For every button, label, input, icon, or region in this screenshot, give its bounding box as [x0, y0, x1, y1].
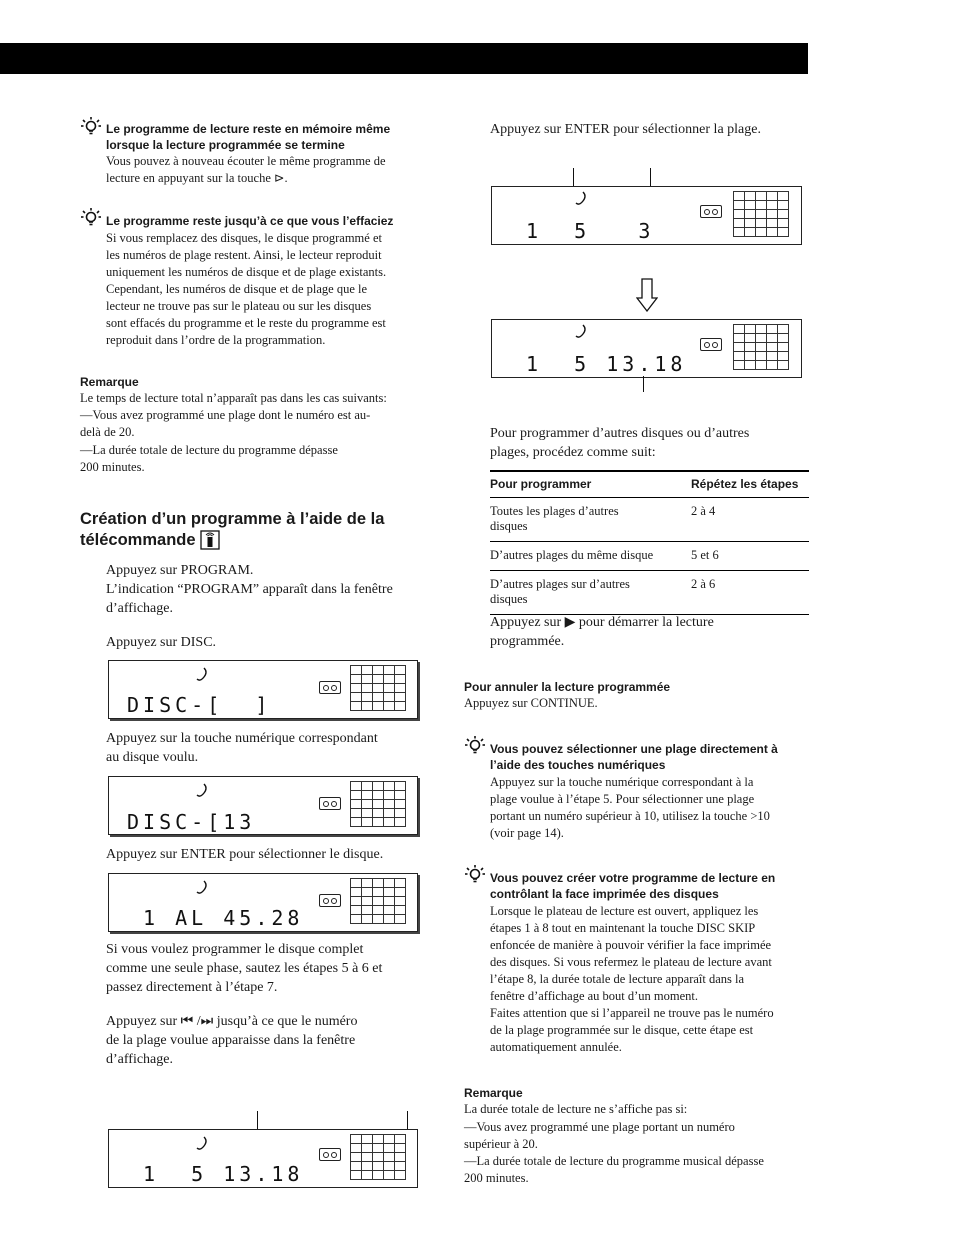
lcd-readout: DISC-[ ]: [127, 693, 272, 717]
tape-icon: [700, 338, 722, 351]
tape-icon: [319, 681, 341, 694]
lcd-readout: 1 5 13.18: [127, 1162, 304, 1186]
step-7: Appuyez sur ▶ pour démarrer la lecture programmée.: [490, 615, 714, 649]
tip-title: Le programme reste jusqu’à ce que vous l’effaciez: [106, 214, 394, 228]
tip-body: Si vous remplacez des disques, le disque programmé et les numéros de plage restent. Ainsi, le lecteur reproduit uniquement les numéros de disque et de plage existants. Cependant, les numéros de disque et de plage que le lecteur ne trouve pas sur le plateau ou sur les disques sont effacés du programme et le reste du programme est reproduit dans l’ordre de la programmation.: [106, 231, 387, 347]
repeat-steps-table: [490, 470, 809, 615]
remark-title: Remarque: [464, 1086, 523, 1100]
cancel-body: Appuyez sur CONTINUE.: [464, 696, 598, 710]
table-header-row: [490, 471, 809, 498]
tip-body: Lorsque le plateau de lecture est ouvert, appliquez les étapes 1 à 8 tout en maintenant la touche DISC SKIP enfoncée de manière à pouvoir vérifier la face imprimée des disques. Si vous refermez le plateau de lecture avant l’étape 8, la durée totale de lecture apparaît dans la fenêtre d’affichage au bout d’un moment. Faites attention que si l’appareil ne trouve pas le numéro de la plage programmée sur le disque, cette étape est automatiquement annulée.: [490, 904, 774, 1054]
table-cell: D’autres plages sur d’autres disques: [490, 571, 691, 615]
table-row: [490, 542, 809, 571]
remark-item: —Vous avez programmé une plage dont le numéro est au- delà de 20.: [80, 408, 371, 439]
down-arrow-icon: [636, 278, 658, 312]
disc-icon: [195, 880, 209, 896]
step-3: Appuyez sur la touche numérique correspondant au disque voulu.: [106, 731, 378, 765]
tape-icon: [319, 1148, 341, 1161]
remark-item: —La durée totale de lecture du programme musical dépasse 200 minutes.: [464, 1154, 764, 1185]
calendar-grid: [350, 878, 406, 924]
tape-icon: [700, 205, 722, 218]
tape-icon: [319, 797, 341, 810]
disc-icon: [195, 667, 209, 683]
table-row: [490, 571, 809, 615]
section-heading: Création d’un programme à l’aide de la télécommande: [80, 510, 385, 549]
disc-icon: [195, 1136, 209, 1152]
step-6: Appuyez sur ENTER pour sélectionner la plage.: [490, 122, 761, 137]
tip-body: Vous pouvez à nouveau écouter le même programme de lecture en appuyant sur la touche ⊳.: [106, 154, 386, 185]
remark-intro: La durée totale de lecture ne s’affiche pas si:: [464, 1102, 688, 1116]
disc-icon: [195, 783, 209, 799]
remark-title: Remarque: [80, 375, 139, 389]
lcd-readout: 1 5 3: [510, 219, 655, 243]
step-4: Appuyez sur ENTER pour sélectionner le disque.: [106, 847, 384, 862]
tape-icon: [319, 894, 341, 907]
remark-item: —Vous avez programmé une plage portant un numéro supérieur à 20.: [464, 1120, 735, 1151]
cancel-title: Pour annuler la lecture programmée: [464, 680, 671, 694]
lcd-display: [108, 776, 418, 835]
lcd-display: [108, 1129, 418, 1188]
more-programs-intro: Pour programmer d’autres disques ou d’autres plages, procédez comme suit:: [490, 426, 750, 460]
header-bar: [0, 43, 808, 74]
table-header: Répétez les étapes: [691, 471, 809, 498]
lcd-display: [491, 186, 802, 245]
table-cell: D’autres plages du même disque: [490, 542, 691, 571]
lcd-display: [491, 319, 802, 378]
disc-icon: [574, 191, 588, 207]
calendar-grid: [350, 1134, 406, 1180]
lightbulb-tip-icon: [464, 735, 486, 757]
table-cell: 5 et 6: [691, 542, 809, 571]
lightbulb-tip-icon: [464, 864, 486, 886]
step-1: Appuyez sur PROGRAM. L’indication “PROGRAM” apparaît dans la fenêtre d’affichage.: [106, 563, 393, 616]
table-cell: 2 à 4: [691, 498, 809, 542]
lcd-display: [108, 660, 418, 719]
calendar-grid: [350, 665, 406, 711]
lcd-readout: DISC-[13: [127, 810, 256, 834]
tip-title: Vous pouvez sélectionner une plage directement à l’aide des touches numériques: [490, 742, 778, 772]
remark-intro: Le temps de lecture total n’apparaît pas dans les cas suivants:: [80, 391, 387, 405]
table-cell: 2 à 6: [691, 571, 809, 615]
tip-title: Vous pouvez créer votre programme de lecture en contrôlant la face imprimée des disques: [490, 871, 776, 901]
calendar-grid: [350, 781, 406, 827]
remote-control-icon: [200, 530, 220, 550]
calendar-grid: [733, 324, 789, 370]
tip-body: Appuyez sur la touche numérique correspondant à la plage voulue à l’étape 5. Pour sélectionner une plage portant un numéro supérieur à 10, utilisez la touche >10 (voir page 14).: [490, 775, 770, 840]
tip-title: Le programme de lecture reste en mémoire même lorsque la lecture programmée se termine: [106, 122, 391, 152]
lcd-display: [108, 873, 418, 932]
table-cell: Toutes les plages d’autres disques: [490, 498, 691, 542]
note-complete-disc: Si vous voulez programmer le disque complet comme une seule phase, sautez les étapes 5 à 6 et passez directement à l’étape 7.: [106, 942, 383, 995]
lightbulb-tip-icon: [80, 116, 102, 138]
table-header: Pour programmer: [490, 471, 691, 498]
remark-item: —La durée totale de lecture du programme dépasse 200 minutes.: [80, 443, 338, 474]
calendar-grid: [733, 191, 789, 237]
step-2: Appuyez sur DISC.: [106, 635, 217, 650]
disc-icon: [574, 324, 588, 340]
lightbulb-tip-icon: [80, 207, 102, 229]
lcd-readout: 1 AL 45.28: [127, 906, 304, 930]
lcd-readout: 1 5 13.18: [510, 352, 687, 376]
callout-line: [643, 376, 644, 392]
table-row: [490, 498, 809, 542]
step-5: Appuyez sur ⏮ /⏭ jusqu’à ce que le numéro de la plage voulue apparaisse dans la fenêtre d’affichage.: [106, 1014, 358, 1067]
